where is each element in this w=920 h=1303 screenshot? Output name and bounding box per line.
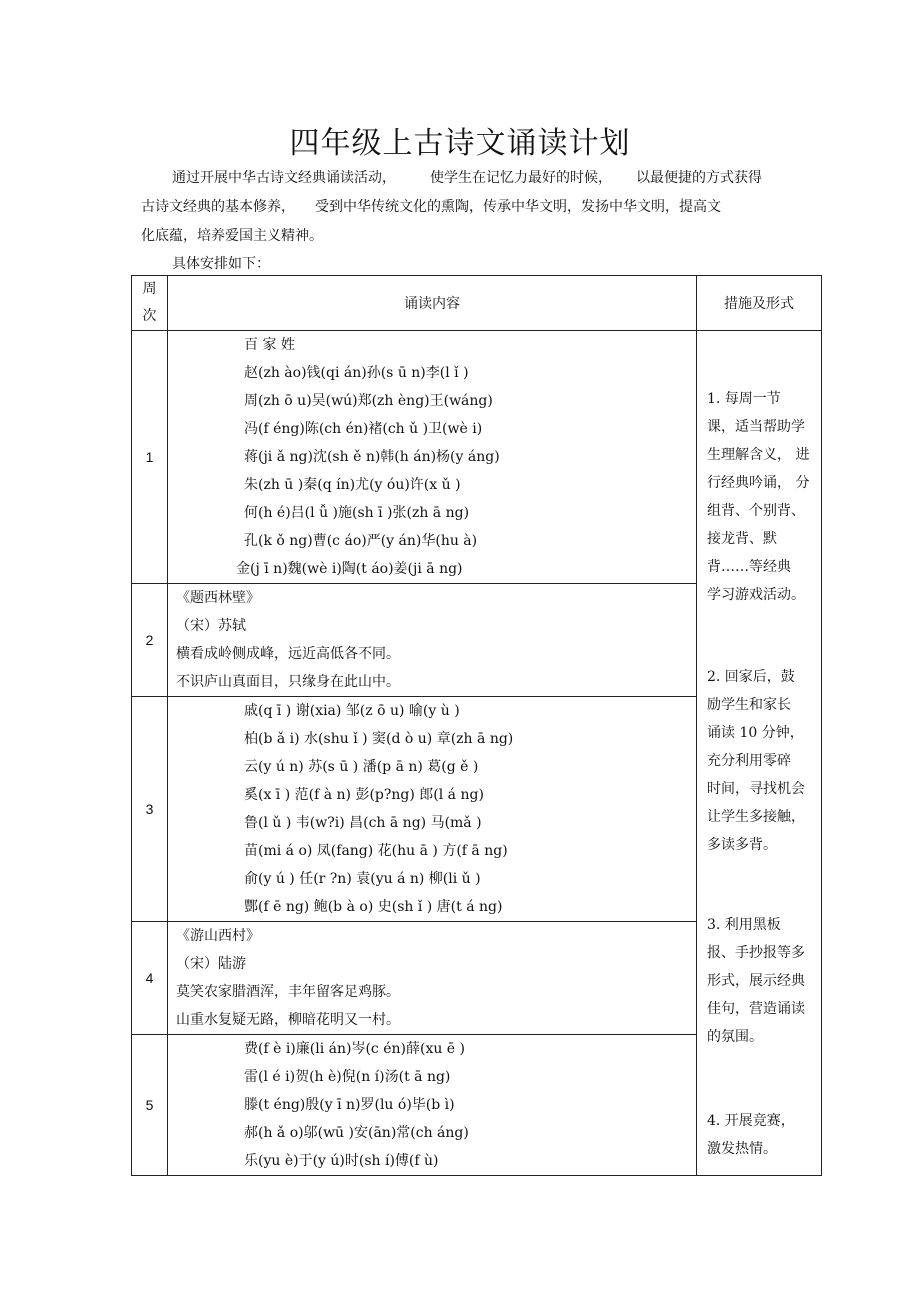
content-line: 戚(q ī ) 谢(xia) 邹(z ō u) 喻(y ù ) [244, 703, 460, 719]
content-line: 孔(k ǒ ng)曹(c áo)严(y án)华(hu à) [244, 533, 478, 549]
poem-line: 莫笑农家腊酒浑，丰年留客足鸡豚。 [176, 984, 400, 1000]
content-line: 朱(zh ū )秦(q ín)尤(y óu)许(x ǔ ) [244, 477, 461, 493]
measure-line: 4. 开展竞赛， [707, 1113, 795, 1129]
schedule-table [131, 275, 822, 1176]
intro-line-2b: 受到中华传统文化的熏陶，传承中华文明，发扬中华文明，提高文 [315, 199, 721, 215]
poem-line: 横看成岭侧成峰，远近高低各不同。 [176, 646, 400, 662]
header-week [132, 276, 168, 331]
content-line: 费(f è i)廉(li án)岑(c én)薛(xu ē ) [244, 1041, 465, 1057]
measure-line: 充分利用零碎 [707, 753, 791, 769]
measure-line: 佳句，营造诵读 [707, 1001, 805, 1017]
intro-line-1c: 以最便捷的方式获得 [636, 170, 762, 186]
measures-cell [697, 331, 822, 1176]
week-content [168, 1035, 697, 1176]
content-line: 郝(h ǎ o)邬(wū )安(ān)常(ch áng) [244, 1125, 469, 1141]
measure-line: 诵读 10 分钟， [707, 725, 804, 741]
intro-line-2a: 古诗文经典的基本修养， [141, 199, 295, 215]
measure-line: 激发热情。 [707, 1141, 777, 1157]
measure-line: 形式，展示经典 [707, 973, 805, 989]
table-row [132, 331, 822, 584]
poem-line: 山重水复疑无路，柳暗花明又一村。 [176, 1012, 400, 1028]
content-line: 鲁(l ǔ ) 韦(w?i) 昌(ch ā ng) 马(mǎ ) [244, 815, 482, 831]
measure-line: 3. 利用黑板 [707, 917, 781, 933]
content-line: 何(h é)吕(l ǚ )施(sh ī )张(zh ā ng) [244, 505, 470, 521]
week-content [168, 697, 697, 922]
content-line: 冯(f éng)陈(ch én)褚(ch ǔ )卫(wè i) [244, 421, 483, 437]
measure-line: 多读多背。 [707, 837, 777, 853]
measure-line: 生理解含义， 进 [707, 447, 810, 463]
week-number: 2 [132, 584, 168, 697]
page-title: 四年级上古诗文诵读计划 [289, 126, 631, 161]
header-measures: 措施及形式 [697, 276, 822, 331]
intro-line-4: 具体安排如下： [172, 256, 270, 272]
week-number: 1 [132, 331, 168, 584]
content-line: 酆(f ē ng) 鲍(b à o) 史(sh ǐ ) 唐(t á ng) [244, 899, 503, 915]
header-week-char-1: 周 [142, 281, 157, 297]
week-content [168, 922, 697, 1035]
measure-line: 2. 回家后，鼓 [707, 669, 795, 685]
week-number: 3 [132, 697, 168, 922]
content-line: 奚(x ī ) 范(f à n) 彭(p?ng) 郎(l á ng) [244, 787, 484, 803]
measure-line: 学习游戏活动。 [707, 587, 805, 603]
measure-line: 报、手抄报等多 [707, 945, 805, 961]
content-line: 苗(mi á o) 凤(fang) 花(hu ā ) 方(f ā ng) [244, 843, 508, 859]
measure-line: 的氛围。 [707, 1029, 763, 1045]
measure-line: 1. 每周一节 [707, 391, 781, 407]
week-content [168, 584, 697, 697]
content-line: 蒋(ji ǎ ng)沈(sh ě n)韩(h án)杨(y áng) [244, 449, 500, 465]
poem-author: （宋）苏轼 [176, 618, 246, 634]
content-line: 俞(y ú ) 任(r ?n) 袁(yu á n) 柳(li ǔ ) [244, 871, 481, 887]
measure-line: 接龙背、默 [707, 531, 777, 547]
content-line: 乐(yu è)于(y ú)时(sh í)傅(f ù) [244, 1153, 439, 1169]
header-week-char-2: 次 [142, 308, 157, 324]
week-number: 5 [132, 1035, 168, 1176]
measure-group-2 [707, 663, 821, 859]
measure-line: 让学生多接触， [707, 809, 805, 825]
poem-title: 《题西林壁》 [176, 590, 260, 606]
content-line: 柏(b ǎ i) 水(shu ǐ ) 窦(d ò u) 章(zh ā ng) [244, 731, 514, 747]
header-content: 诵读内容 [168, 276, 697, 331]
poem-title: 《游山西村》 [176, 928, 260, 944]
measure-line: 课，适当帮助学 [707, 419, 805, 435]
poem-author: （宋）陆游 [176, 956, 246, 972]
content-line: 百 家 姓 [244, 337, 295, 353]
poem-line: 不识庐山真面目，只缘身在此山中。 [176, 674, 400, 690]
content-line: 云(y ú n) 苏(s ū ) 潘(p ā n) 葛(g ě ) [244, 759, 479, 775]
measure-group-1 [707, 385, 821, 609]
intro-line-1a: 通过开展中华古诗文经典诵读活动， [172, 170, 396, 186]
measure-group-4 [707, 1107, 821, 1163]
measure-group-3 [707, 911, 821, 1051]
intro-line-3: 化底蕴，培养爱国主义精神。 [141, 228, 323, 244]
measure-line: 行经典吟诵， 分 [707, 475, 810, 491]
content-line: 雷(l é i)贺(h è)倪(n í)汤(t ā ng) [244, 1069, 451, 1085]
week-content [168, 331, 697, 584]
content-line: 周(zh ō u)吴(wú)郑(zh èng)王(wáng) [244, 393, 493, 409]
measure-line: 励学生和家长 [707, 697, 791, 713]
measure-line: 组背、个别背、 [707, 503, 805, 519]
measure-line: 时间，寻找机会 [707, 781, 805, 797]
content-line: 滕(t éng)殷(y ī n)罗(lu ó)毕(b ì) [244, 1097, 455, 1113]
table-header-row [132, 276, 822, 331]
week-number: 4 [132, 922, 168, 1035]
intro-line-1b: 使学生在记忆力最好的时候， [430, 170, 612, 186]
measure-line: 背……等经典 [707, 559, 791, 575]
content-line: 金(j ī n)魏(wè i)陶(t áo)姜(ji ā ng) [236, 561, 463, 577]
content-line: 赵(zh ào)钱(qi án)孙(s ū n)李(l ǐ ) [244, 365, 469, 381]
